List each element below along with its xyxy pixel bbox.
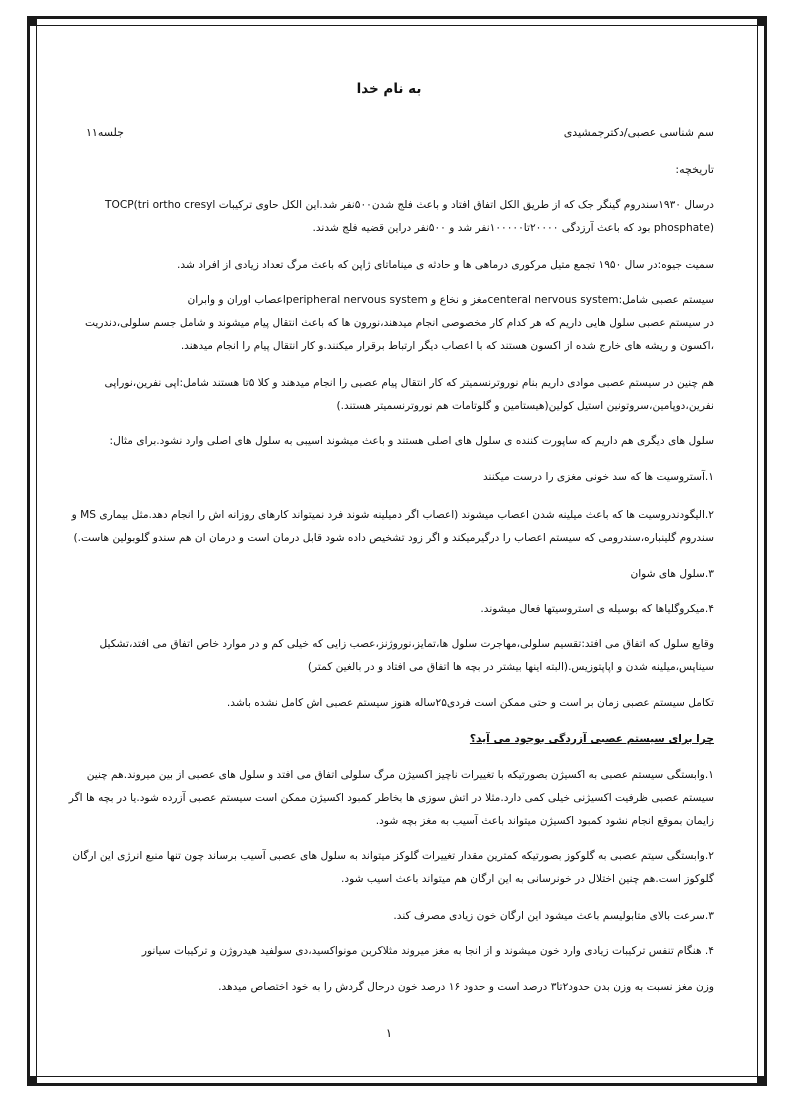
document-title: به نام خدا <box>356 81 422 97</box>
list-item-astrocytes: ۱.آستروسیت ها که سد خونی مغزی را درست میکنند <box>482 471 714 483</box>
header-row <box>64 121 714 141</box>
paragraph-neurotransmitters: هم چنین در سیستم عصبی موادی داریم بنام نوروترنسمیتر که کار انتقال پیام عصبی را انجام میدهند و کلا ۵تا هستند شامل:اپی نفرین،نوراپی نفرین،دوپامین،سروتونین استیل کولین(هیستامین و گلوتامات هم نوروترنسمیتر هستند.) <box>104 377 714 412</box>
document-page <box>64 0 714 1103</box>
list-item-oxygen: ۱.وابستگی سیستم عصبی به اکسیژن بصورتیکه با تغییرات ناچیز اکسیژن مرگ سلولی اتفاق می افتد و سلول های عصبی از بین میروند.هم چنین سیستم عصبی ظرفیت اکسیژنی خیلی کمی دارد.مثلا در اتش سوزی ها بخاطر کمبود اکسیژن ممکن است سیستم عصبی آزرده شود.یا در بچه ها اگر زایمان بموقع انجام نشود کمبود اکسیژن میتواند باعث آسیب به مغز بچه شود. <box>68 769 714 827</box>
section-label-history: تاریخچه: <box>675 163 714 176</box>
paragraph-mercury: سمیت جیوه:در سال ۱۹۵۰ تجمع متیل مرکوری درماهی ها و حادثه ی میناماتای ژاپن که باعث مرگ تعداد زیادی از افراد شد. <box>177 259 714 271</box>
paragraph-brain-weight: وزن مغز نسبت به وزن بدن حدود۲تا۳ درصد است و حدود ۱۶ درصد خون درحال گردش را به خود اختصاص میدهد. <box>218 981 714 993</box>
list-item-microglia: ۴.میکروگلیاها که بوسیله ی استروسیتها فعال میشوند. <box>480 603 714 615</box>
list-item-glucose: ۲.وابستگی سیتم عصبی به گلوکوز بصورتیکه کمترین مقدار تغییرات گلوکز میتواند به سلول های عصبی آسیب برساند چون تنها منبع انرژی این ارگان گلوکوز است.هم چنین اختلال در خونرسانی به این ارگان هم میتواند باعث اسیب شود. <box>72 850 714 885</box>
paragraph-tocp: درسال ۱۹۳۰سندروم گینگر جک که از طریق الکل اتفاق افتاد و باعث فلج شدن۵۰۰نفر شد.این الکل حاوی ترکیبات TOCP(tri ortho cresyl phosphate) بود که باعث آرزدگی ۲۰۰۰۰تا۱۰۰۰۰۰نفر شد و ۵۰۰نفر دراین قضیه فلج شدند. <box>105 199 714 234</box>
paragraph-cell-events: وقایع سلول که اتفاق می افتد:تقسیم سلولی،مهاجرت سلول ها،تمایز،نوروژنز،عصب زایی که خیلی کم و در موارد خاص اتفاق می افتد،تشکیل سیناپس،میلینه شدن و اپاپتوزیس.(البته اینها بیشتر در بچه ها اتفاق می افتاد و در بالغین کمتر) <box>99 638 714 673</box>
list-item-metabolism: ۳.سرعت بالای متابولیسم باعث میشود این ارگان خون زیادی مصرف کند. <box>393 910 714 922</box>
paragraph-development: تکامل سیستم عصبی زمان بر است و حتی ممکن است فردی۲۵ساله هنوز سیستم عصبی اش کامل نشده باشد. <box>226 697 714 709</box>
paragraph-nervous-system: سیستم عصبی شامل:centeral nervous systemمغز و نخاع و peripheral nervous systemاعصاب اوران و وابران در سیستم عصبی سلول هایی داریم که هر کدام کار مخصوصی انجام میدهند،نورون ها که باعث انتقال پیام میشوند و شامل جسم سلولی،دندریت ،اکسون و ریشه های خارج شده از اکسون هستند که با اعصاب دیگر ارتباط برقرار میکنند.و کار انتقال پیام را انجام میدهند. <box>85 294 714 352</box>
border-corner <box>757 1076 767 1086</box>
border-corner <box>757 16 767 26</box>
list-item-schwann: ۳.سلول های شوان <box>630 568 714 580</box>
page-number: ۱ <box>385 1026 393 1040</box>
border-corner <box>27 16 37 26</box>
section-heading-why: چرا برای سیستم عصبی آزردگی بوجود می آید؟ <box>469 733 714 745</box>
list-item-respiration: ۴. هنگام تنفس ترکیبات زیادی وارد خون میشوند و از انجا به مغز میروند مثلاکربن مونواکسید،دی سولفید هیدروژن و ترکیبات سیانور <box>141 945 714 957</box>
list-item-oligodendrocytes: ۲.الیگودندروسیت ها که باعث میلینه شدن اعصاب میشوند (اعصاب اگر دمیلینه شوند فرد نمیتواند کارهای روزانه اش را انجام دهد.مثل بیماری MS و سندروم گلینباره،سندرومی که سیستم اعصاب را درگیرمیکند و اگر زود تشخیص داده شود قابل درمان است و درمان ان هم سندو گلوبولین هاست.) <box>71 509 714 544</box>
session-number: جلسه۱۱ <box>86 126 124 139</box>
border-corner <box>27 1076 37 1086</box>
course-title: سم شناسی عصبی/دکترجمشیدی <box>563 126 714 139</box>
paragraph-support-cells: سلول های دیگری هم داریم که ساپورت کننده ی سلول های اصلی هستند و باعث میشوند اسیبی به سلول های اصلی وارد نشود.برای مثال: <box>109 435 714 447</box>
